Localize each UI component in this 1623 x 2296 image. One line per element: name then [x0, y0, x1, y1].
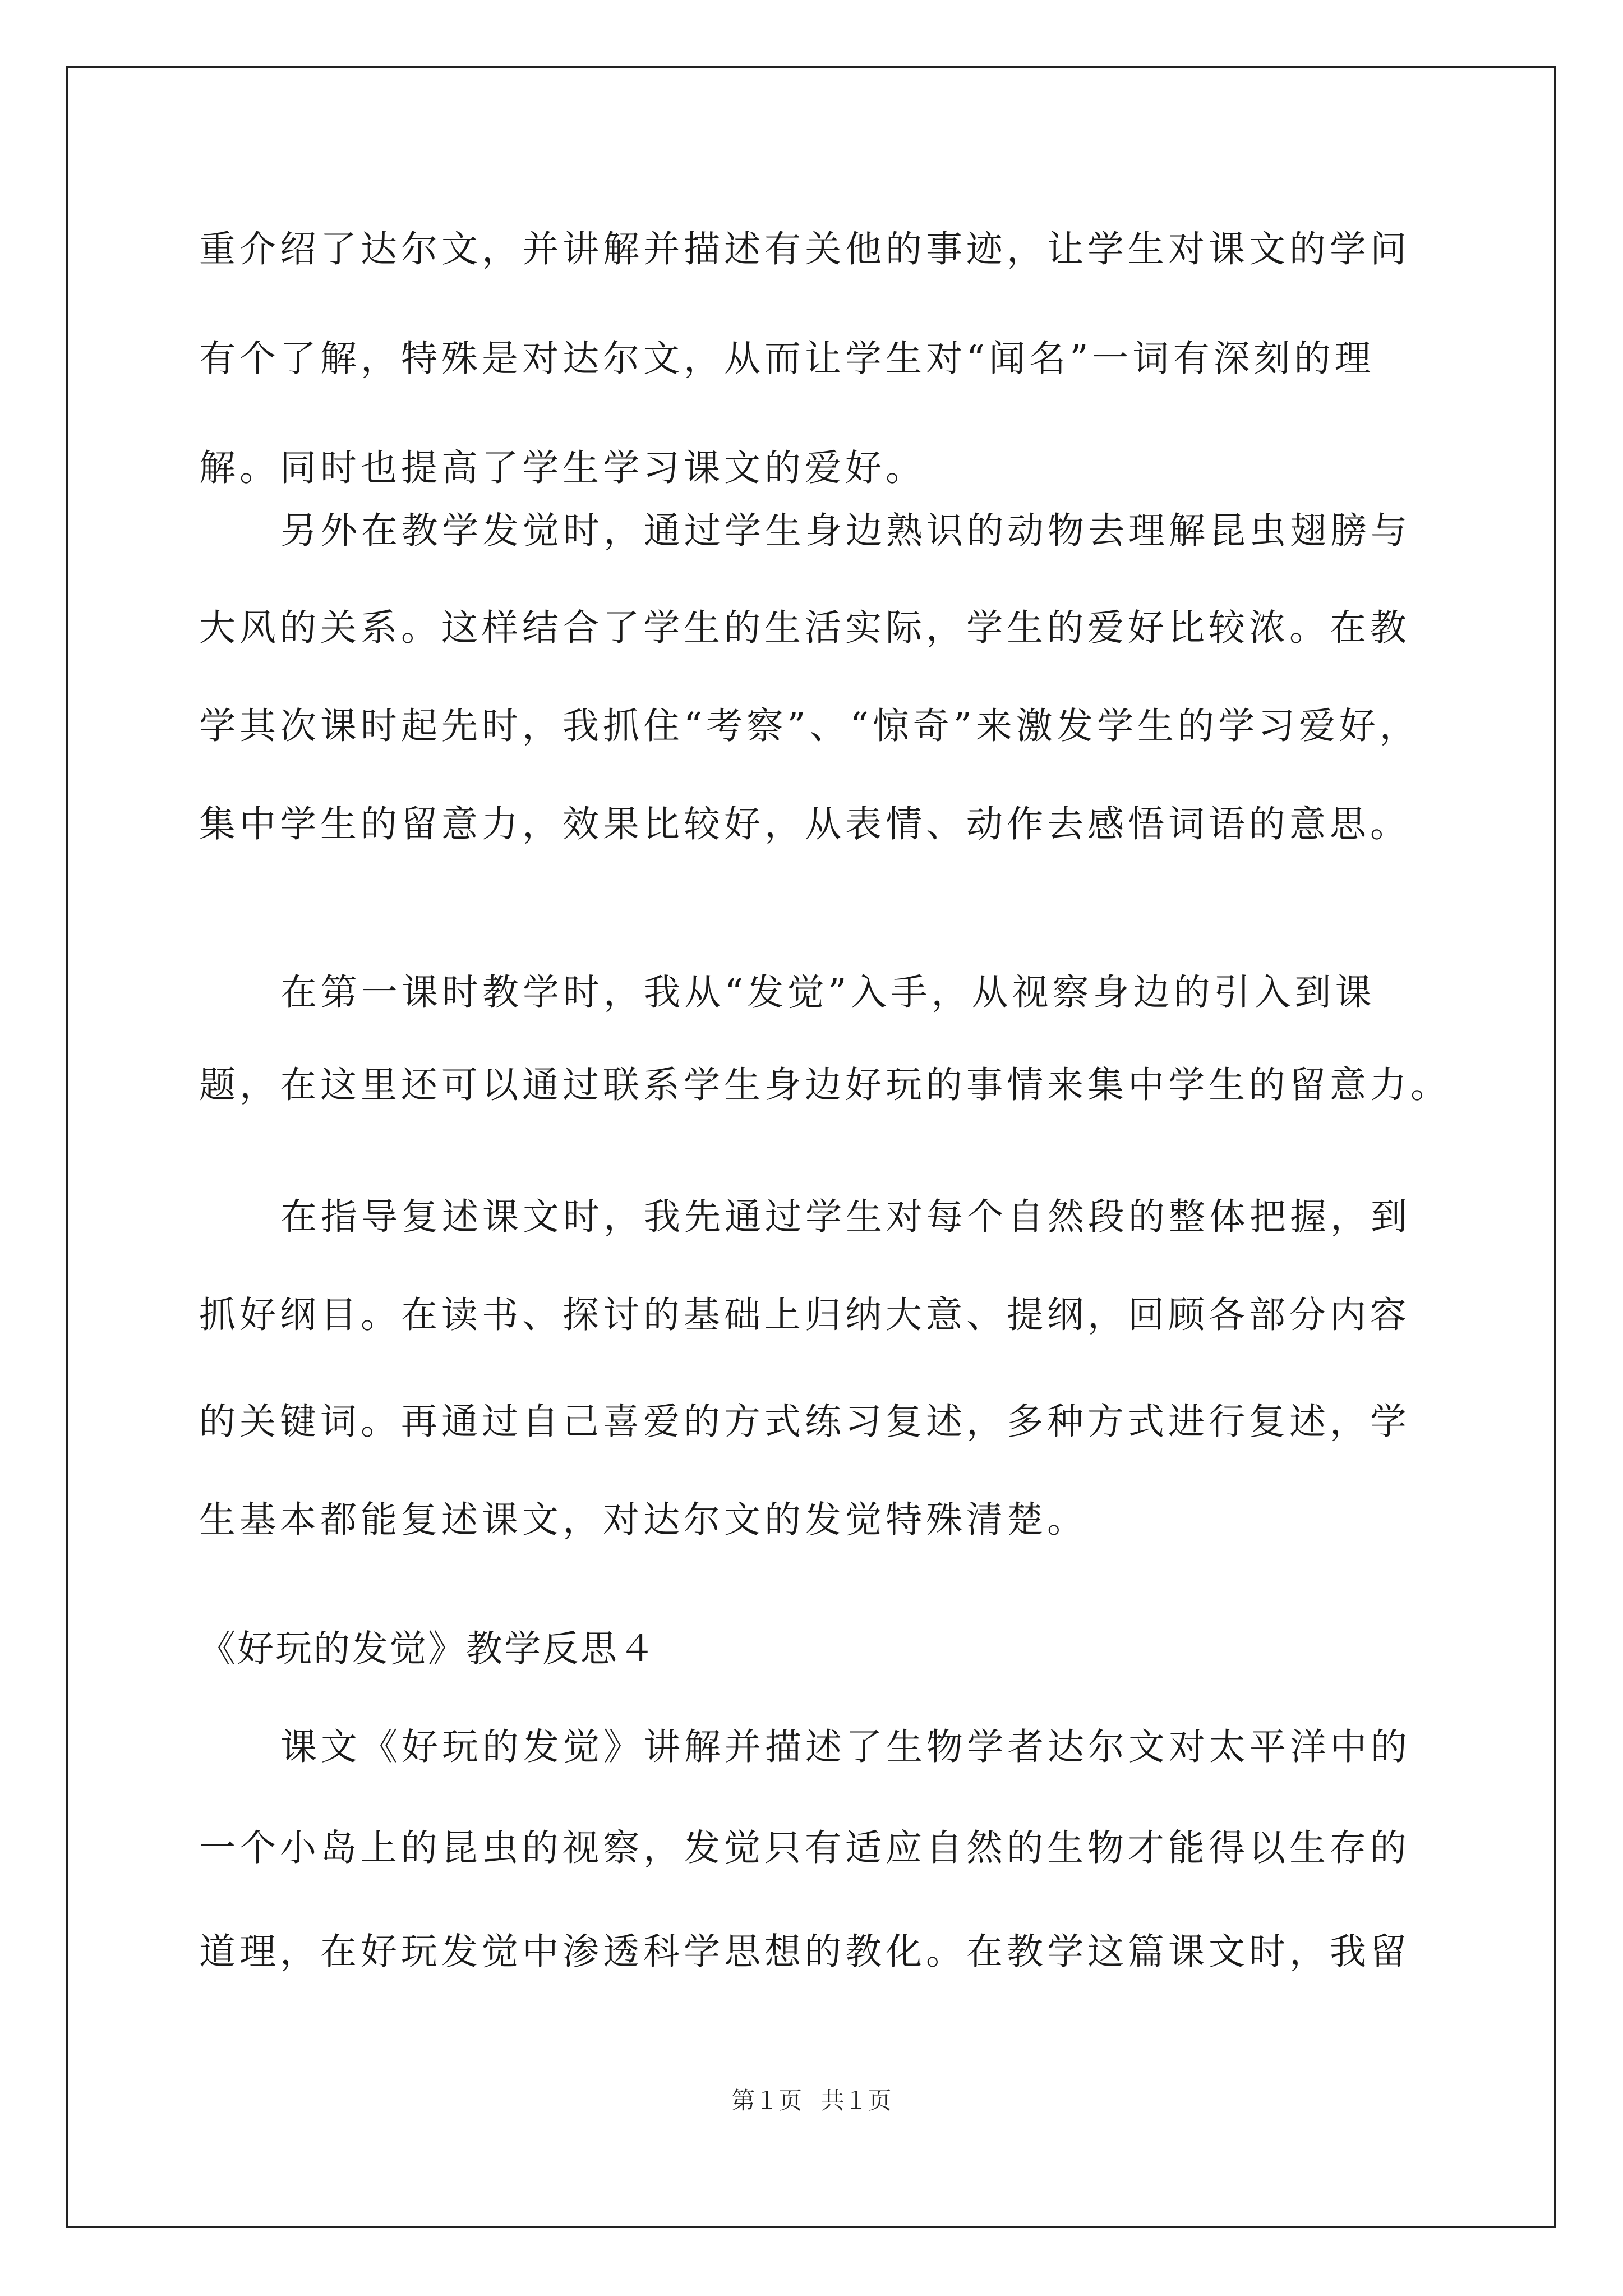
- paragraph-line: 大风的关系。这样结合了学生的生活实际，学生的爱好比较浓。在教: [199, 607, 1411, 649]
- paragraph-line: 在指导复述课文时，我先通过学生对每个自然段的整体把握，到: [280, 1196, 1412, 1238]
- paragraph-line: 生基本都能复述课文，对达尔文的发觉特殊清楚。: [199, 1499, 1088, 1541]
- paragraph-line: 题，在这里还可以通过联系学生身边好玩的事情来集中学生的留意力。: [199, 1064, 1451, 1106]
- paragraph-line: 的关键词。再通过自己喜爱的方式练习复述，多种方式进行复述，学: [199, 1401, 1411, 1443]
- paragraph-line: 解。同时也提高了学生学习课文的爱好。: [199, 447, 926, 489]
- section-heading: 《好玩的发觉》教学反思４: [199, 1628, 657, 1670]
- paragraph-line: 在第一课时教学时，我从“发觉”入手，从视察身边的引入到课: [280, 972, 1376, 1014]
- paragraph-line: 有个了解，特殊是对达尔文，从而让学生对“闻名”一词有深刻的理: [199, 338, 1375, 380]
- paragraph-line: 集中学生的留意力，效果比较好，从表情、动作去感悟词语的意思。: [199, 803, 1411, 845]
- paragraph-line: 课文《好玩的发觉》讲解并描述了生物学者达尔文对太平洋中的: [280, 1726, 1412, 1768]
- paragraph-line: 另外在教学发觉时，通过学生身边熟识的动物去理解昆虫翅膀与: [280, 510, 1412, 552]
- page-total: 共１页: [820, 2087, 892, 2114]
- paragraph-line: 学其次课时起先时，我抓住“考察”、“惊奇”来激发学生的学习爱好，: [199, 705, 1420, 747]
- page-border: [66, 66, 1556, 2228]
- paragraph-line: 道理，在好玩发觉中渗透科学思想的教化。在教学这篇课文时，我留: [199, 1931, 1411, 1973]
- page-number: 第１页: [731, 2087, 803, 2114]
- page-footer: [0, 2087, 1623, 2115]
- paragraph-line: 抓好纲目。在读书、探讨的基础上归纳大意、提纲，回顾各部分内容: [199, 1294, 1411, 1336]
- paragraph-line: 一个小岛上的昆虫的视察，发觉只有适应自然的生物才能得以生存的: [199, 1827, 1411, 1869]
- paragraph-line: 重介绍了达尔文，并讲解并描述有关他的事迹，让学生对课文的学问: [199, 228, 1411, 270]
